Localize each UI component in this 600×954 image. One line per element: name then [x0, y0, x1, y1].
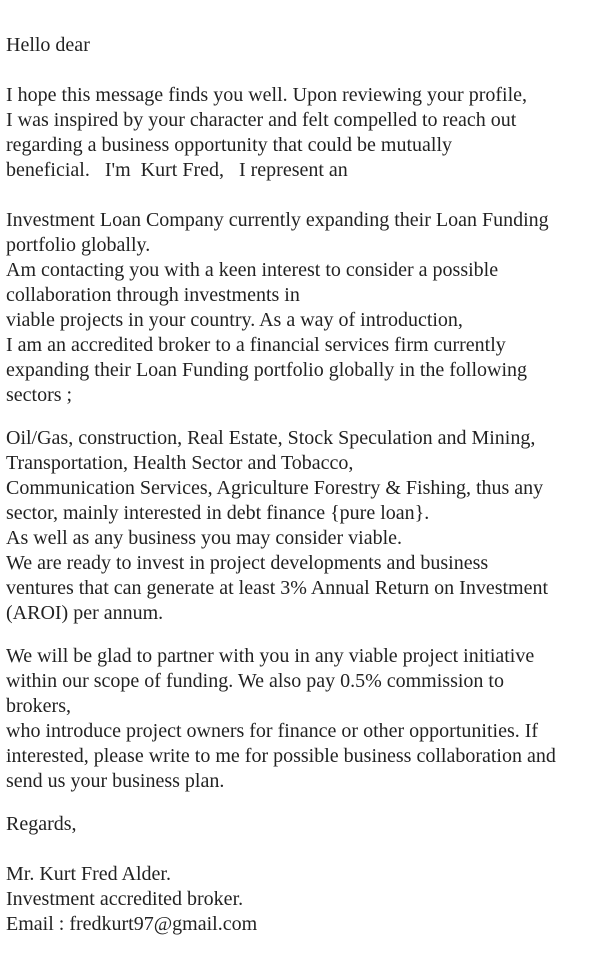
blank-line [6, 58, 600, 83]
text-line: I am an accredited broker to a financial services firm currently [6, 334, 506, 356]
text-line: Oil/Gas, construction, Real Estate, Stock Speculation and Mining, [6, 427, 536, 449]
paragraph [6, 33, 600, 408]
paragraph [6, 812, 600, 937]
text-line: Hello dear [6, 34, 90, 56]
text-line: ventures that can generate at least 3% Annual Return on Investment [6, 577, 549, 599]
email-address-link[interactable]: fredkurt97@gmail.com [69, 913, 258, 935]
blank-line [6, 837, 600, 862]
text-line: Communication Services, Agriculture Forestry & Fishing, thus any [6, 477, 544, 499]
text-line: brokers, [6, 695, 71, 717]
text-line: I hope this message finds you well. Upon reviewing your profile, [6, 84, 528, 106]
text-line: Transportation, Health Sector and Tobacco, [6, 452, 354, 474]
text-line: expanding their Loan Funding portfolio globally in the following [6, 359, 528, 381]
text-line: As well as any business you may consider viable. [6, 527, 403, 549]
text-line: send us your business plan. [6, 770, 225, 792]
text-line: Am contacting you with a keen interest to consider a possible [6, 259, 499, 281]
paragraph [6, 644, 600, 794]
text-line: (AROI) per annum. [6, 602, 164, 624]
text-line: Regards, [6, 813, 77, 835]
text-line: We are ready to invest in project developments and business [6, 552, 489, 574]
text-line: We will be glad to partner with you in any viable project initiative [6, 645, 535, 667]
text-line: viable projects in your country. As a way of introduction, [6, 309, 463, 331]
text-line: regarding a business opportunity that could be mutually [6, 134, 453, 156]
text-line: sectors ; [6, 384, 73, 406]
text-line: portfolio globally. [6, 234, 151, 256]
text-line: beneficial. I'm Kurt Fred, I represent an [6, 159, 348, 181]
text-line: sector, mainly interested in debt finance {pure loan}. [6, 502, 430, 524]
text-line: Mr. Kurt Fred Alder. [6, 863, 171, 885]
text-line: interested, please write to me for possible business collaboration and [6, 745, 556, 767]
text-line: collaboration through investments in [6, 284, 300, 306]
text-line: who introduce project owners for finance or other opportunities. If [6, 720, 539, 742]
text-line: I was inspired by your character and felt compelled to reach out [6, 109, 517, 131]
blank-line [6, 183, 600, 208]
email-label: Email : [6, 913, 70, 935]
text-line: Investment accredited broker. [6, 888, 244, 910]
text-line: Investment Loan Company currently expanding their Loan Funding [6, 209, 549, 231]
email-line [6, 912, 600, 937]
paragraph [6, 426, 600, 626]
text-line: within our scope of funding. We also pay 0.5% commission to [6, 670, 504, 692]
